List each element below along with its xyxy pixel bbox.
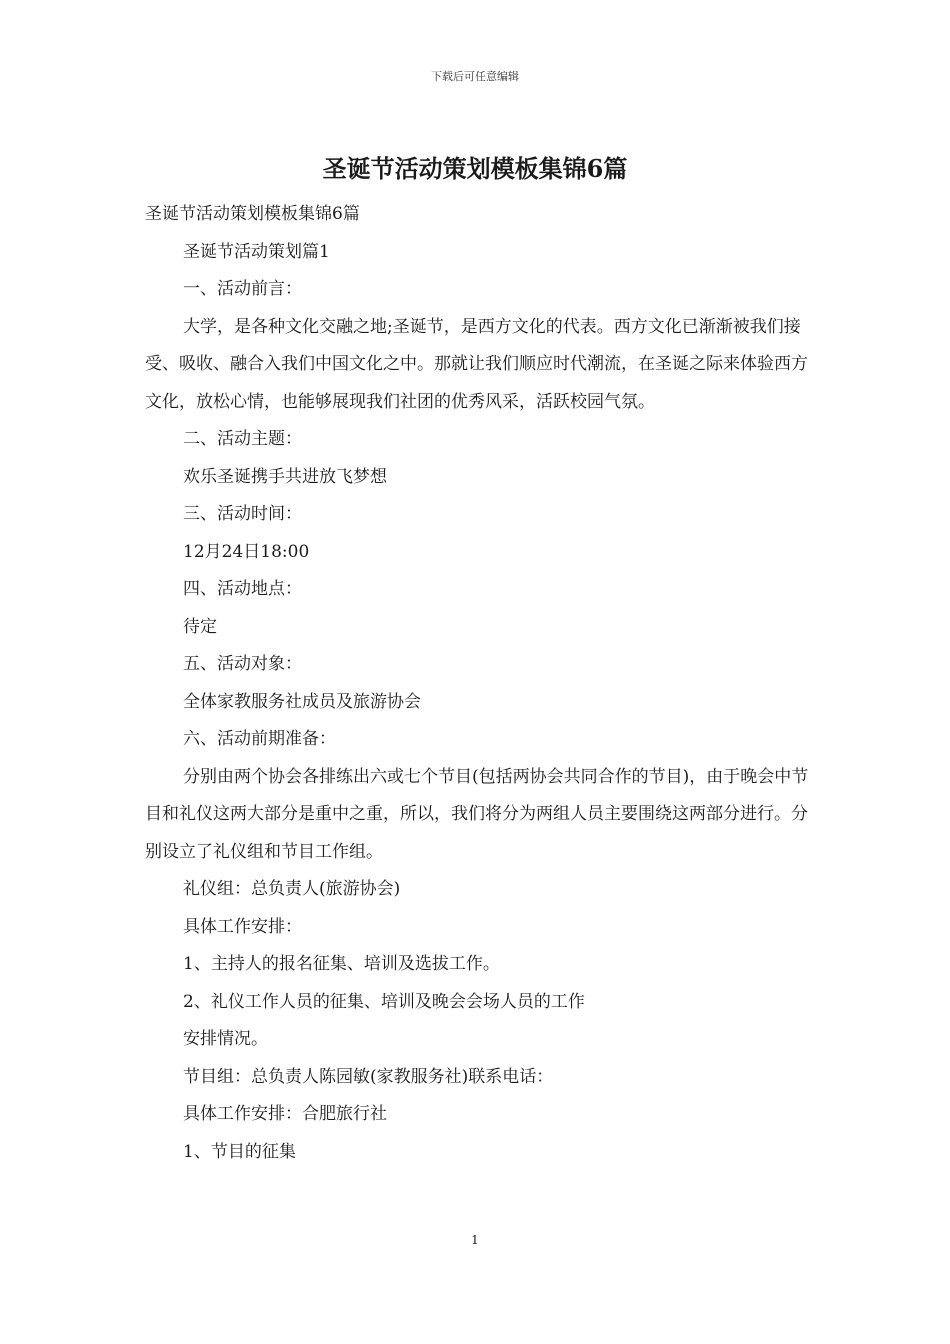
paragraph: 2、礼仪工作人员的征集、培训及晚会会场人员的工作: [183, 991, 585, 1012]
header-note: 下载后可任意编辑: [431, 70, 519, 83]
paragraph: 1、主持人的报名征集、培训及选拔工作。: [183, 954, 500, 974]
paragraph: 一、活动前言：: [183, 279, 302, 299]
paragraph: 三、活动时间：: [183, 504, 302, 524]
paragraph: 具体工作安排：合肥旅行社: [183, 1104, 387, 1124]
document-title: 圣诞节活动策划模板集锦6篇: [322, 154, 628, 183]
paragraph: 具体工作安排：: [183, 916, 302, 937]
paragraph: 二、活动主题：: [183, 429, 302, 449]
paragraph: 四、活动地点：: [183, 579, 302, 599]
paragraph: 12月24日18:00: [183, 541, 310, 562]
paragraph: 圣诞节活动策划篇1: [183, 241, 330, 262]
paragraph: 五、活动对象：: [183, 654, 302, 674]
paragraph: 大学，是各种文化交融之地;圣诞节，是西方文化的代表。西方文化已渐渐被我们接受、吸收、融合入我们中国文化之中。那就让我们顺应时代潮流，在圣诞之际来体验西方文化，放松心情，也能够展现我们社团的优秀风采，活跃校园气氛。: [145, 316, 808, 412]
paragraph: 六、活动前期准备：: [183, 729, 336, 749]
paragraph: 礼仪组：总负责人(旅游协会): [183, 879, 401, 899]
page-number: 1: [471, 1233, 479, 1247]
paragraph: 全体家教服务社成员及旅游协会: [183, 691, 421, 712]
paragraph: 圣诞节活动策划模板集锦6篇: [145, 204, 360, 224]
paragraph: 待定: [183, 616, 217, 637]
paragraph: 分别由两个协会各排练出六或七个节目(包括两协会共同合作的节目)，由于晚会中节目和礼仪这两大部分是重中之重，所以，我们将分为两组人员主要围绕这两部分进行。分别设立了礼仪组和节目工作组。: [145, 766, 809, 862]
paragraph: 1、节目的征集: [183, 1141, 296, 1162]
paragraph: 安排情况。: [183, 1029, 268, 1049]
document-body: [145, 196, 809, 1171]
paragraph: 欢乐圣诞携手共进放飞梦想: [183, 466, 387, 487]
paragraph: 节目组：总负责人陈园敏(家教服务社)联系电话：: [183, 1066, 554, 1087]
